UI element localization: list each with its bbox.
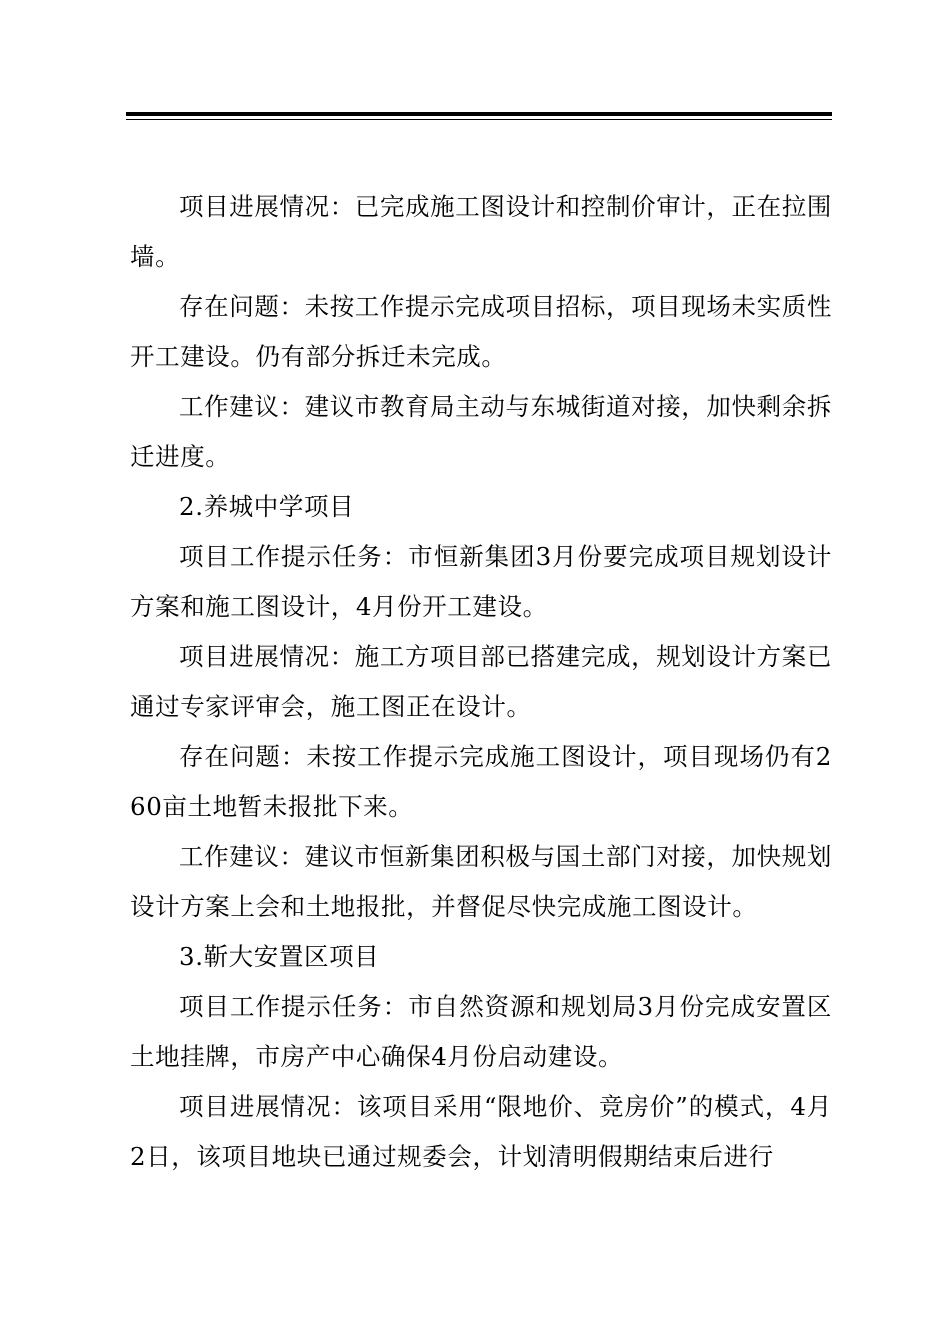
paragraph-suggestion-2: 工作建议：建议市恒新集团积极与国土部门对接，加快规划设计方案上会和土地报批，并督促尽快完成施工图设计。 <box>130 842 832 921</box>
paragraph-progress-1: 项目进展情况：已完成施工图设计和控制价审计，正在拉围墙。 <box>130 192 832 271</box>
section-heading-2: 2.养城中学项目 <box>179 492 355 521</box>
paragraph-issues-1: 存在问题：未按工作提示完成项目招标，项目现场未实质性开工建设。仍有部分拆迁未完成。 <box>130 292 832 371</box>
header-rule-thick <box>126 112 832 116</box>
paragraph-task-3: 项目工作提示任务：市自然资源和规划局3月份完成安置区土地挂牌，市房产中心确保4月份启动建设。 <box>130 992 832 1071</box>
paragraph-suggestion-1: 工作建议：建议市教育局主动与东城街道对接，加快剩余拆迁进度。 <box>130 392 832 471</box>
paragraph-task-2: 项目工作提示任务：市恒新集团3月份要完成项目规划设计方案和施工图设计，4月份开工建设。 <box>130 542 832 621</box>
header-rule-thin <box>126 119 832 120</box>
paragraph-progress-3: 项目进展情况：该项目采用“限地价、竞房价”的模式，4月2日，该项目地块已通过规委会，计划清明假期结束后进行 <box>130 1092 832 1171</box>
section-heading-3: 3.靳大安置区项目 <box>179 942 380 971</box>
document-body <box>130 182 832 1182</box>
paragraph-progress-2: 项目进展情况：施工方项目部已搭建完成，规划设计方案已通过专家评审会，施工图正在设计。 <box>130 642 832 721</box>
paragraph-issues-2: 存在问题：未按工作提示完成施工图设计，项目现场仍有260亩土地暂未报批下来。 <box>130 742 832 821</box>
